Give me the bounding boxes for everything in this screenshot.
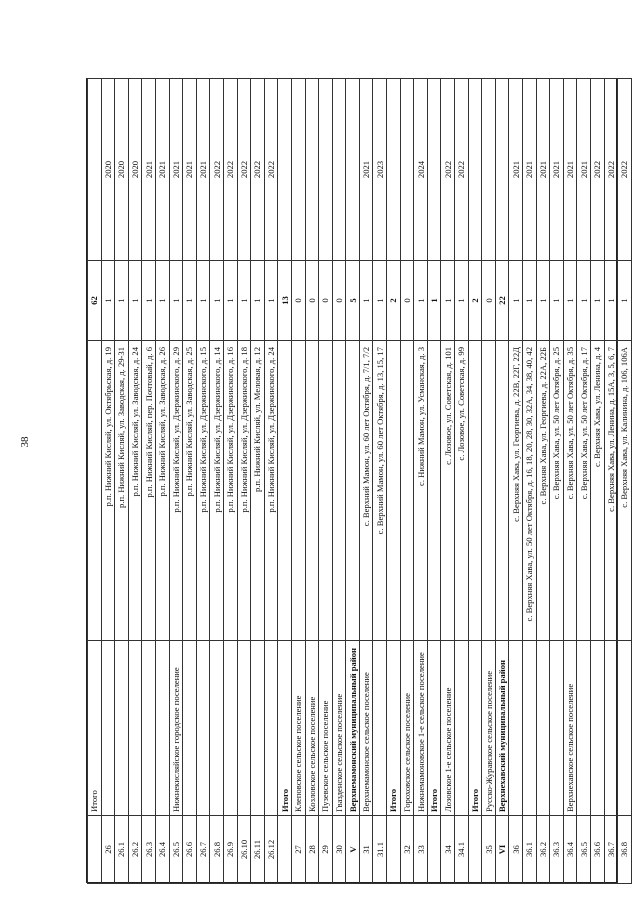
row-number-cell xyxy=(468,816,482,884)
settlement-cell xyxy=(604,641,618,816)
table-row xyxy=(523,79,537,884)
count-cell: 1 xyxy=(536,261,550,341)
count-cell: 1 xyxy=(101,261,115,341)
table-row xyxy=(455,79,469,884)
table-row xyxy=(101,79,115,884)
table-row xyxy=(618,79,632,884)
row-number-cell: 26.2 xyxy=(128,816,142,884)
year-cell xyxy=(346,79,360,261)
table-row xyxy=(550,79,564,884)
settlement-cell: Нижнекисляйское городское поселение xyxy=(169,641,183,816)
settlement-cell xyxy=(101,641,115,816)
count-cell: 1 xyxy=(455,261,469,341)
row-number-cell xyxy=(427,816,441,884)
table-row xyxy=(291,79,305,884)
settlement-cell: Нижнемамоновское 1-е сельское поселение xyxy=(414,641,428,816)
row-number-cell: 36.6 xyxy=(590,816,604,884)
address-cell xyxy=(319,341,333,641)
settlement-cell xyxy=(590,641,604,816)
row-number-cell: 26.6 xyxy=(183,816,197,884)
settlement-cell: Верхнехавское сельское поселение xyxy=(563,641,577,816)
count-cell: 1 xyxy=(604,261,618,341)
row-number-cell: 26.11 xyxy=(251,816,265,884)
count-cell: 1 xyxy=(155,261,169,341)
year-cell: 2022 xyxy=(223,79,237,261)
table-row xyxy=(509,79,523,884)
address-cell: с. Верхняя Хава, ул. Георгиева, д. 22В, 22Г, 22Д xyxy=(509,341,523,641)
count-cell: 0 xyxy=(291,261,305,341)
row-number-cell: 29 xyxy=(319,816,333,884)
count-cell: 1 xyxy=(142,261,156,341)
address-cell: р.п. Нижний Кисляй, ул. Заводская, д. 24 xyxy=(128,341,142,641)
settlement-cell: Итого xyxy=(278,641,292,816)
row-number-cell xyxy=(278,816,292,884)
year-cell: 2021 xyxy=(169,79,183,261)
address-cell: с. Верхняя Хава, ул. Георгиева, д. 22А, 22Б xyxy=(536,341,550,641)
settlement-cell xyxy=(183,641,197,816)
count-cell: 22 xyxy=(495,261,509,341)
address-cell: р.п. Нижний Кисляй, ул. Дзержинского, д. 15 xyxy=(196,341,210,641)
address-cell: р.п. Нижний Кисляй, пер. Почтовый, д. 6 xyxy=(142,341,156,641)
settlement-cell: Лозовское 1-е сельское поселение xyxy=(441,641,455,816)
year-cell xyxy=(387,79,401,261)
table-row xyxy=(359,79,373,884)
row-number-cell: 27 xyxy=(291,816,305,884)
settlement-cell: Гороховское сельское поселение xyxy=(400,641,414,816)
year-cell: 2022 xyxy=(264,79,278,261)
year-cell xyxy=(468,79,482,261)
table-row xyxy=(590,79,604,884)
settlement-cell xyxy=(142,641,156,816)
row-number-cell: 32 xyxy=(400,816,414,884)
settlement-cell: Русско-Журавское сельское поселение xyxy=(482,641,496,816)
year-cell: 2022 xyxy=(455,79,469,261)
settlement-cell xyxy=(550,641,564,816)
table-row xyxy=(169,79,183,884)
row-number-cell: 36.2 xyxy=(536,816,550,884)
address-cell xyxy=(387,341,401,641)
row-number-cell xyxy=(387,816,401,884)
count-cell: 2 xyxy=(387,261,401,341)
year-cell: 2021 xyxy=(359,79,373,261)
row-number-cell: 26.3 xyxy=(142,816,156,884)
address-cell: с. Лозовое, ул. Советская, д. 99 xyxy=(455,341,469,641)
year-cell: 2020 xyxy=(128,79,142,261)
year-cell: 2021 xyxy=(509,79,523,261)
address-cell: с. Лозовое, ул. Советская, д. 101 xyxy=(441,341,455,641)
row-number-cell: 30 xyxy=(332,816,346,884)
row-number-cell: 36 xyxy=(509,816,523,884)
table-row xyxy=(223,79,237,884)
row-number-cell: 34.1 xyxy=(455,816,469,884)
settlement-cell xyxy=(536,641,550,816)
settlement-cell xyxy=(237,641,251,816)
address-cell xyxy=(400,341,414,641)
settlement-cell xyxy=(155,641,169,816)
address-cell: с. Верхняя Хава, ул. 50 лет Октября, д. 17 xyxy=(577,341,591,641)
address-cell: с. Верхняя Хава, ул. 50 лет Октября, д. 25 xyxy=(550,341,564,641)
table-row xyxy=(427,79,441,884)
settlement-cell: Верхнемамонское сельское поселение xyxy=(359,641,373,816)
address-cell xyxy=(468,341,482,641)
year-cell: 2021 xyxy=(196,79,210,261)
address-cell: с. Верхняя Хава, ул. 50 лет Октября, д. 16, 18, 20, 28, 30, 32А, 34, 38, 40, 42 xyxy=(523,341,537,641)
count-cell: 1 xyxy=(237,261,251,341)
housing-program-table xyxy=(87,78,632,884)
count-cell: 1 xyxy=(618,261,632,341)
settlement-cell xyxy=(509,641,523,816)
table-row xyxy=(563,79,577,884)
row-number-cell: 36.8 xyxy=(618,816,632,884)
table-row xyxy=(495,79,509,884)
settlement-cell: Итого xyxy=(387,641,401,816)
count-cell: 1 xyxy=(251,261,265,341)
settlement-cell xyxy=(373,641,387,816)
year-cell: 2022 xyxy=(251,79,265,261)
year-cell: 2022 xyxy=(441,79,455,261)
count-cell: 1 xyxy=(577,261,591,341)
settlement-cell xyxy=(264,641,278,816)
count-cell: 1 xyxy=(223,261,237,341)
count-cell: 1 xyxy=(414,261,428,341)
table-row xyxy=(319,79,333,884)
address-cell xyxy=(427,341,441,641)
settlement-cell xyxy=(523,641,537,816)
settlement-cell: Итого xyxy=(468,641,482,816)
table-row xyxy=(237,79,251,884)
year-cell: 2021 xyxy=(155,79,169,261)
year-cell: 2022 xyxy=(237,79,251,261)
row-number-cell: VI xyxy=(495,816,509,884)
count-cell: 1 xyxy=(169,261,183,341)
row-number-cell: 36.5 xyxy=(577,816,591,884)
table-row xyxy=(577,79,591,884)
year-cell: 2020 xyxy=(115,79,129,261)
table-row xyxy=(142,79,156,884)
address-cell xyxy=(305,341,319,641)
year-cell xyxy=(427,79,441,261)
row-number-cell: 26.7 xyxy=(196,816,210,884)
row-number-cell: 35 xyxy=(482,816,496,884)
row-number-cell: 26.4 xyxy=(155,816,169,884)
address-cell: р.п. Нижний Кисляй, ул. Дзержинского, д. 24 xyxy=(264,341,278,641)
count-cell: 13 xyxy=(278,261,292,341)
year-cell xyxy=(291,79,305,261)
settlement-cell xyxy=(115,641,129,816)
settlement-cell xyxy=(210,641,224,816)
year-cell: 2021 xyxy=(563,79,577,261)
rotated-table-container xyxy=(86,78,630,883)
address-cell xyxy=(482,341,496,641)
table-row xyxy=(155,79,169,884)
address-cell: с. Верхняя Хава, ул. Ленина, д. 15А, 3, 5, 6, 7 xyxy=(604,341,618,641)
year-cell: 2021 xyxy=(536,79,550,261)
count-cell: 2 xyxy=(468,261,482,341)
address-cell xyxy=(495,341,509,641)
address-cell: р.п. Нижний Кисляй, ул. Заводская, д. 29-31 xyxy=(115,341,129,641)
count-cell: 1 xyxy=(427,261,441,341)
table-row xyxy=(210,79,224,884)
table-row xyxy=(604,79,618,884)
table-row xyxy=(278,79,292,884)
address-cell xyxy=(291,341,305,641)
table-row xyxy=(264,79,278,884)
count-cell: 0 xyxy=(482,261,496,341)
count-cell: 1 xyxy=(441,261,455,341)
settlement-cell: Пузевское сельское поселение xyxy=(319,641,333,816)
row-number-cell: 36.3 xyxy=(550,816,564,884)
count-cell: 1 xyxy=(359,261,373,341)
row-number-cell: 26.8 xyxy=(210,816,224,884)
table-row xyxy=(414,79,428,884)
count-cell: 1 xyxy=(115,261,129,341)
row-number-cell: V xyxy=(346,816,360,884)
row-number-cell: 26.9 xyxy=(223,816,237,884)
settlement-cell: Козловское сельское поселение xyxy=(305,641,319,816)
count-cell: 1 xyxy=(210,261,224,341)
year-cell xyxy=(495,79,509,261)
row-number-cell: 26.12 xyxy=(264,816,278,884)
row-number-cell: 36.1 xyxy=(523,816,537,884)
address-cell: р.п. Нижний Кисляй, ул. Заводская, д. 25 xyxy=(183,341,197,641)
settlement-cell: Клеповское сельское поселение xyxy=(291,641,305,816)
address-cell xyxy=(88,341,102,641)
year-cell: 2021 xyxy=(577,79,591,261)
table-row xyxy=(128,79,142,884)
count-cell: 1 xyxy=(196,261,210,341)
settlement-cell xyxy=(196,641,210,816)
row-number-cell: 26.10 xyxy=(237,816,251,884)
table-row xyxy=(346,79,360,884)
settlement-cell: Верхнемамонский муниципальный район xyxy=(346,641,360,816)
row-number-cell: 36.4 xyxy=(563,816,577,884)
year-cell: 2021 xyxy=(523,79,537,261)
table-row xyxy=(332,79,346,884)
address-cell: с. Верхний Мамон, ул. 60 лет Октября, д. 7/1, 7/2 xyxy=(359,341,373,641)
address-cell: с. Верхний Мамон, ул. 60 лет Октября, д. 13, 15, 17 xyxy=(373,341,387,641)
count-cell: 1 xyxy=(264,261,278,341)
table-body xyxy=(88,79,632,884)
table-row xyxy=(468,79,482,884)
address-cell: с. Нижний Мамон, ул. Усманская, д. 3 xyxy=(414,341,428,641)
year-cell xyxy=(319,79,333,261)
address-cell: с. Верхняя Хава, ул. Калинина, д. 106, 106А xyxy=(618,341,632,641)
row-number-cell: 31 xyxy=(359,816,373,884)
table-row xyxy=(251,79,265,884)
year-cell: 2022 xyxy=(618,79,632,261)
count-cell: 5 xyxy=(346,261,360,341)
count-cell: 1 xyxy=(523,261,537,341)
address-cell: р.п. Нижний Кисляй, ул. Меловая, д. 12 xyxy=(251,341,265,641)
row-number-cell: 26.5 xyxy=(169,816,183,884)
settlement-cell: Верхнехавский муниципальный район xyxy=(495,641,509,816)
table-row xyxy=(387,79,401,884)
page-number: 38 xyxy=(19,436,31,448)
year-cell xyxy=(88,79,102,261)
address-cell xyxy=(346,341,360,641)
settlement-cell: Гвазденское сельское поселение xyxy=(332,641,346,816)
row-number-cell: 26.1 xyxy=(115,816,129,884)
year-cell: 2024 xyxy=(414,79,428,261)
address-cell: р.п. Нижний Кисляй, ул. Дзержинского, д. 14 xyxy=(210,341,224,641)
count-cell: 1 xyxy=(550,261,564,341)
count-cell: 1 xyxy=(373,261,387,341)
address-cell xyxy=(332,341,346,641)
settlement-cell xyxy=(577,641,591,816)
table-row xyxy=(373,79,387,884)
count-cell: 1 xyxy=(128,261,142,341)
table-row xyxy=(536,79,550,884)
settlement-cell xyxy=(251,641,265,816)
count-cell: 62 xyxy=(88,261,102,341)
row-number-cell xyxy=(88,816,102,884)
settlement-cell: Итого xyxy=(427,641,441,816)
year-cell: 2020 xyxy=(101,79,115,261)
table-row xyxy=(441,79,455,884)
count-cell: 0 xyxy=(305,261,319,341)
year-cell: 2022 xyxy=(210,79,224,261)
address-cell: р.п. Нижний Кисляй, ул. Дзержинского, д. 16 xyxy=(223,341,237,641)
table-row xyxy=(88,79,102,884)
row-number-cell: 28 xyxy=(305,816,319,884)
settlement-cell: Итого xyxy=(88,641,102,816)
settlement-cell xyxy=(223,641,237,816)
count-cell: 1 xyxy=(183,261,197,341)
year-cell xyxy=(400,79,414,261)
year-cell: 2022 xyxy=(590,79,604,261)
address-cell: р.п. Нижний Кисляй, ул. Дзержинского, д. 29 xyxy=(169,341,183,641)
table-row xyxy=(400,79,414,884)
year-cell: 2022 xyxy=(604,79,618,261)
table-row xyxy=(115,79,129,884)
address-cell: с. Верхняя Хава, ул. Ленина, д. 4 xyxy=(590,341,604,641)
row-number-cell: 33 xyxy=(414,816,428,884)
year-cell xyxy=(332,79,346,261)
count-cell: 1 xyxy=(590,261,604,341)
address-cell: с. Верхняя Хава, ул. 50 лет Октября, д. 35 xyxy=(563,341,577,641)
year-cell: 2023 xyxy=(373,79,387,261)
table-row xyxy=(196,79,210,884)
table-row xyxy=(183,79,197,884)
settlement-cell xyxy=(618,641,632,816)
count-cell: 0 xyxy=(332,261,346,341)
year-cell: 2021 xyxy=(550,79,564,261)
address-cell: р.п. Нижний Кисляй, ул. Октябрьская, д. 19 xyxy=(101,341,115,641)
row-number-cell: 36.7 xyxy=(604,816,618,884)
count-cell: 0 xyxy=(400,261,414,341)
address-cell: р.п. Нижний Кисляй, ул. Дзержинского, д. 18 xyxy=(237,341,251,641)
address-cell xyxy=(278,341,292,641)
count-cell: 0 xyxy=(319,261,333,341)
row-number-cell: 31.1 xyxy=(373,816,387,884)
year-cell: 2021 xyxy=(183,79,197,261)
year-cell: 2021 xyxy=(142,79,156,261)
settlement-cell xyxy=(128,641,142,816)
year-cell xyxy=(305,79,319,261)
year-cell xyxy=(482,79,496,261)
row-number-cell: 34 xyxy=(441,816,455,884)
row-number-cell: 26 xyxy=(101,816,115,884)
table-row xyxy=(305,79,319,884)
address-cell: р.п. Нижний Кисляй, ул. Заводская, д. 26 xyxy=(155,341,169,641)
settlement-cell xyxy=(455,641,469,816)
count-cell: 1 xyxy=(509,261,523,341)
count-cell: 1 xyxy=(563,261,577,341)
year-cell xyxy=(278,79,292,261)
table-row xyxy=(482,79,496,884)
